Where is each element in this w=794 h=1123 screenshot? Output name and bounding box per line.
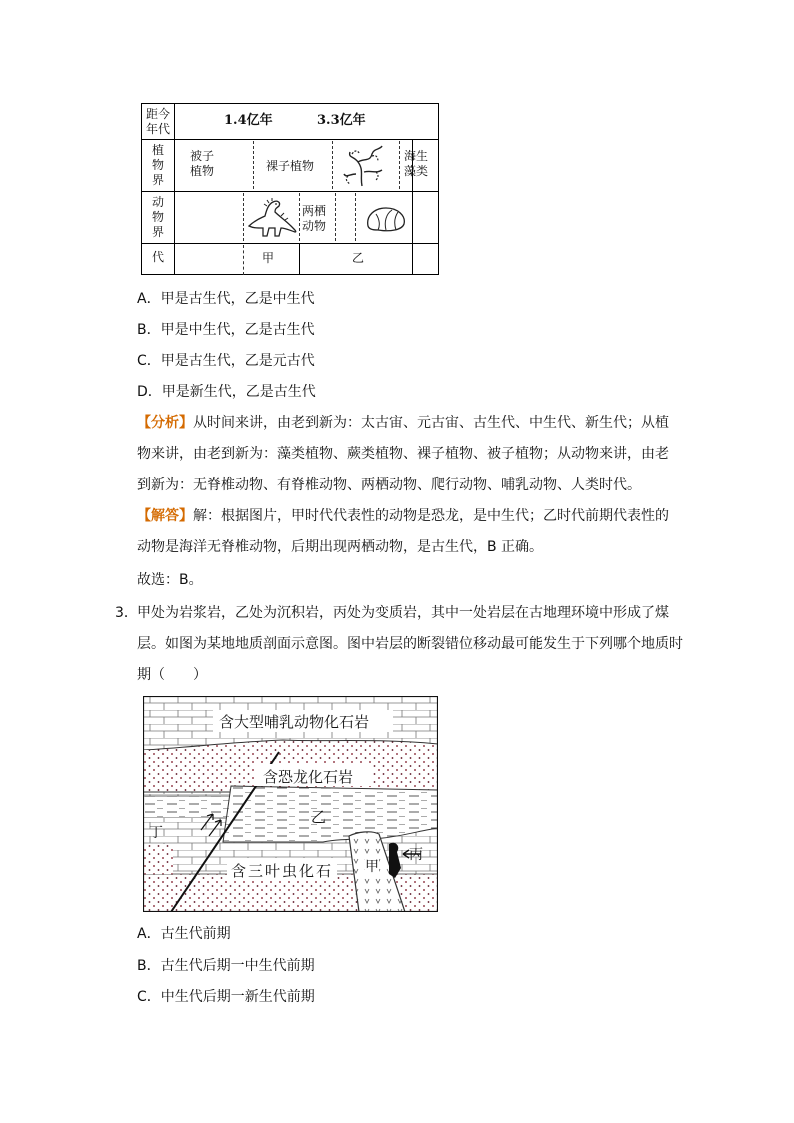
table-row-divider bbox=[142, 139, 438, 140]
table-dash bbox=[332, 141, 333, 189]
q3-option-a: A．古生代前期 bbox=[137, 926, 231, 942]
analysis-text: 从时间来讲，由老到新为：太古宙、元古宙、古生代、中生代、新生代；从植物来讲，由老到新为：藻类植物、蕨类植物、裸子植物、被子植物；从动物来讲，由老到新为：无脊椎动物、有脊椎动物、两栖动物、爬行动物、哺乳动物、人类时代。 bbox=[137, 415, 669, 493]
q2-choice: 故选：B。 bbox=[137, 572, 203, 588]
table-col-divider bbox=[174, 104, 175, 274]
plant-algae: 海生 藻类 bbox=[404, 149, 429, 178]
q2-option-c: C．甲是古生代，乙是元古代 bbox=[137, 353, 315, 369]
q2-answer bbox=[137, 501, 677, 563]
label-bing: 丙 bbox=[409, 847, 423, 863]
seaweed-icon bbox=[342, 144, 388, 188]
layer-trilobite-fossil: 含三叶虫化石 bbox=[231, 862, 334, 880]
answer-text: 解：根据图片，甲时代代表性的动物是恐龙，是中生代；乙时代前期代表性的动物是海洋无脊椎动物，后期出现两栖动物，是古生代，B 正确。 bbox=[137, 508, 669, 555]
time-label-1: 1.4亿年 bbox=[224, 113, 273, 128]
table-dash bbox=[335, 193, 336, 241]
label-jia: 甲 bbox=[365, 856, 379, 876]
time-label-2: 3.3亿年 bbox=[317, 113, 366, 128]
table-dash bbox=[355, 193, 356, 241]
geologic-profile-figure bbox=[143, 696, 438, 912]
dinosaur-icon bbox=[245, 196, 299, 238]
q2-option-b: B．甲是中生代，乙是古生代 bbox=[137, 322, 315, 338]
table-dash bbox=[243, 193, 244, 241]
q3-option-c: C．中生代后期一新生代前期 bbox=[137, 989, 315, 1005]
plant-gymnosperm: 裸子植物 bbox=[266, 159, 315, 173]
q2-option-a: A．甲是古生代，乙是中生代 bbox=[137, 291, 315, 307]
layer-dinosaur-fossil: 含恐龙化石岩 bbox=[263, 768, 354, 786]
table-dash bbox=[299, 193, 300, 241]
table-row-divider bbox=[142, 191, 438, 192]
table-dash bbox=[253, 141, 254, 189]
era-jia: 甲 bbox=[262, 251, 275, 265]
plant-angiosperm: 被子 植物 bbox=[190, 149, 215, 178]
q2-analysis bbox=[137, 408, 677, 501]
table-dash bbox=[243, 245, 244, 275]
row-header-plants: 植 物 界 bbox=[151, 143, 164, 187]
era-yi: 乙 bbox=[352, 251, 365, 265]
table-col-divider bbox=[299, 243, 300, 275]
row-header-time: 距今 年代 bbox=[145, 107, 170, 136]
animal-amphibian: 两栖 动物 bbox=[302, 204, 327, 233]
layer-yi: 乙 bbox=[311, 808, 327, 826]
row-header-era: 代 bbox=[151, 250, 164, 264]
analysis-tag: 【分析】 bbox=[137, 415, 193, 431]
answer-tag: 【解答】 bbox=[137, 508, 193, 524]
geologic-era-table bbox=[141, 103, 439, 275]
table-dash bbox=[399, 141, 400, 189]
q3-number: 3． bbox=[115, 605, 138, 621]
q3-option-b: B．古生代后期一中生代前期 bbox=[137, 958, 315, 974]
q3-stem: 甲处为岩浆岩，乙处为沉积岩，丙处为变质岩，其中一处岩层在古地理环境中形成了煤层。如图为某地地质剖面示意图。图中岩层的断裂错位移动最可能发生于下列哪个地质时期（ ） bbox=[137, 605, 683, 683]
layer-mammal-fossil: 含大型哺乳动物化石岩 bbox=[219, 713, 370, 731]
q2-option-d: D．甲是新生代，乙是古生代 bbox=[137, 384, 316, 400]
row-header-animals: 动 物 界 bbox=[151, 195, 164, 239]
table-row-divider bbox=[142, 243, 438, 244]
shell-icon bbox=[364, 204, 408, 234]
label-ding: 丁 bbox=[149, 825, 163, 841]
